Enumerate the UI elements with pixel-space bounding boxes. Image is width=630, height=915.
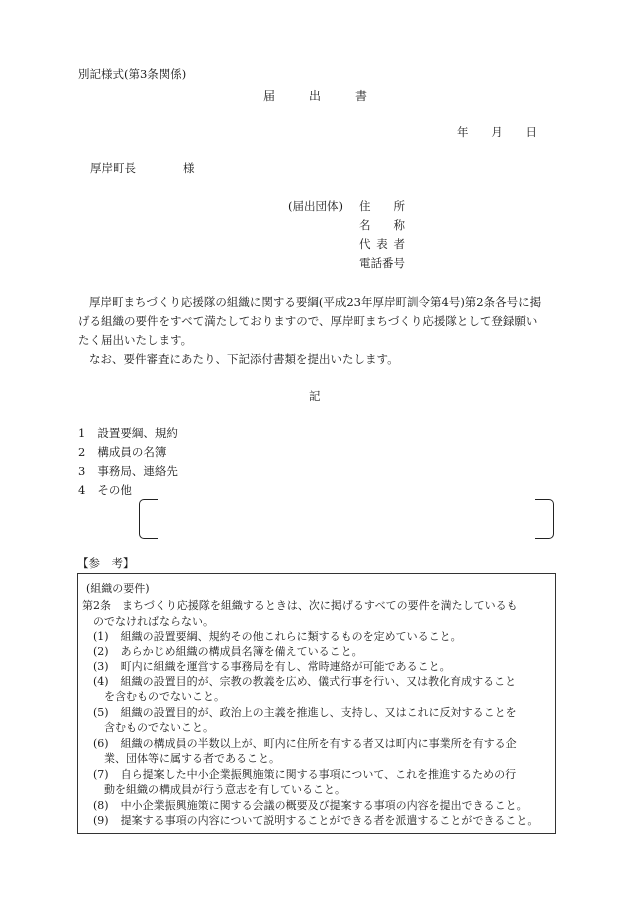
reference-box <box>77 573 556 834</box>
attachment-text: 設置要綱、規約 <box>97 426 178 440</box>
body-line: げる組織の要件をすべて満たしておりますので、厚岸町まちづくり応援隊として登録願い <box>78 314 538 328</box>
document-title <box>263 90 367 102</box>
representative-label-char: 表 <box>376 237 388 251</box>
requirement-item <box>93 646 363 657</box>
addressee-name: 厚岸町長 <box>90 161 136 175</box>
title-char: 届 <box>263 89 276 103</box>
reference-subheading: (組織の要件) <box>86 582 150 595</box>
applicant-group-label: (届出団体) <box>288 199 343 213</box>
requirement-item <box>93 661 451 672</box>
requirement-item <box>93 800 528 811</box>
attachment-item <box>78 485 132 497</box>
requirement-item <box>93 769 516 780</box>
name-label-char: 名 <box>359 218 371 232</box>
requirement-num: (7) <box>93 768 109 781</box>
requirement-text: 提案する事項の内容について説明することができる者を派遣することができること。 <box>120 814 539 827</box>
attachment-text: 構成員の名簿 <box>97 445 167 459</box>
body-line: 厚岸町まちづくり応援隊の組織に関する要綱(平成23年厚岸町訓令第4号)第2条各号に掲 <box>89 295 542 309</box>
requirement-continuation: 含むものでないこと。 <box>104 721 214 734</box>
requirement-num: (8) <box>93 799 109 812</box>
requirement-num: (9) <box>93 814 109 827</box>
date-field <box>457 127 537 139</box>
requirement-num: (6) <box>93 737 109 750</box>
requirement-text: 組織の設置目的が、政治上の主義を推進し、支持し、又はこれに反対することを <box>120 706 517 719</box>
requirement-num: (3) <box>93 660 109 673</box>
address-label <box>359 201 405 213</box>
requirement-continuation: 業、団体等に属する者であること。 <box>104 752 280 765</box>
requirement-continuation: を含むものでないこと。 <box>104 690 225 703</box>
attachment-item <box>78 447 166 459</box>
title-char: 書 <box>354 89 367 103</box>
date-month: 月 <box>491 125 503 139</box>
attachment-num: 4 <box>78 483 86 497</box>
phone-label: 電話番号 <box>359 256 405 270</box>
attachment-num: 3 <box>78 464 86 478</box>
requirement-text: 中小企業振興施策に関する会議の概要及び提案する事項の内容を提出できること。 <box>120 799 528 812</box>
requirement-continuation: 動を組織の構成員が行う意志を有していること。 <box>104 783 346 796</box>
article-line: のでなければならない。 <box>93 615 214 628</box>
attachment-text: その他 <box>97 483 132 497</box>
date-day: 日 <box>525 125 537 139</box>
other-bracket-left <box>139 499 158 539</box>
representative-label-char: 代 <box>359 237 371 251</box>
requirement-num: (5) <box>93 706 109 719</box>
title-char: 出 <box>308 89 321 103</box>
requirement-item <box>93 815 538 826</box>
attachment-item <box>78 466 178 478</box>
requirement-num: (1) <box>93 630 109 643</box>
requirement-text: あらかじめ組織の構成員名簿を備えていること。 <box>120 645 363 658</box>
requirement-text: 自ら提案した中小企業振興施策に関する事項について、これを推進するための行 <box>120 768 517 781</box>
requirement-text: 組織の設置目的が、宗教の教義を広め、儀式行事を行い、又は教化育成すること <box>120 675 517 688</box>
requirement-text: 町内に組織を運営する事務局を有し、常時連絡が可能であること。 <box>120 660 451 673</box>
representative-label <box>359 239 405 251</box>
reference-heading: 【参 考】 <box>77 556 135 570</box>
name-label <box>359 220 405 232</box>
name-label-char: 称 <box>393 218 405 232</box>
body-line: なお、要件審査にあたり、下記添付書類を提出いたします。 <box>89 352 399 366</box>
address-label-char: 所 <box>393 199 405 213</box>
address-label-char: 住 <box>359 199 371 213</box>
ki-label: 記 <box>309 389 321 403</box>
requirement-text: 組織の構成員の半数以上が、町内に住所を有する者又は町内に事業所を有する企 <box>120 737 517 750</box>
requirement-item <box>93 738 517 749</box>
attachment-num: 1 <box>78 426 86 440</box>
addressee-honorific: 様 <box>183 161 195 175</box>
requirement-item <box>93 676 516 687</box>
other-bracket-right <box>535 499 554 539</box>
requirement-num: (2) <box>93 645 109 658</box>
requirement-item <box>93 631 462 642</box>
form-label: 別記様式(第3条関係) <box>78 67 187 81</box>
date-year: 年 <box>457 125 469 139</box>
attachment-num: 2 <box>78 445 86 459</box>
attachment-text: 事務局、連絡先 <box>97 464 178 478</box>
requirement-num: (4) <box>93 675 109 688</box>
article-line: 第2条 まちづくり応援隊を組織するときは、次に掲げるすべての要件を満たしているも <box>82 599 518 612</box>
body-line: たく届出いたします。 <box>78 333 193 347</box>
representative-label-char: 者 <box>393 237 405 251</box>
attachment-item <box>78 428 178 440</box>
requirement-item <box>93 707 517 718</box>
requirement-text: 組織の設置要綱、規約その他これらに類するものを定めていること。 <box>120 630 462 643</box>
body-paragraph <box>78 293 556 369</box>
